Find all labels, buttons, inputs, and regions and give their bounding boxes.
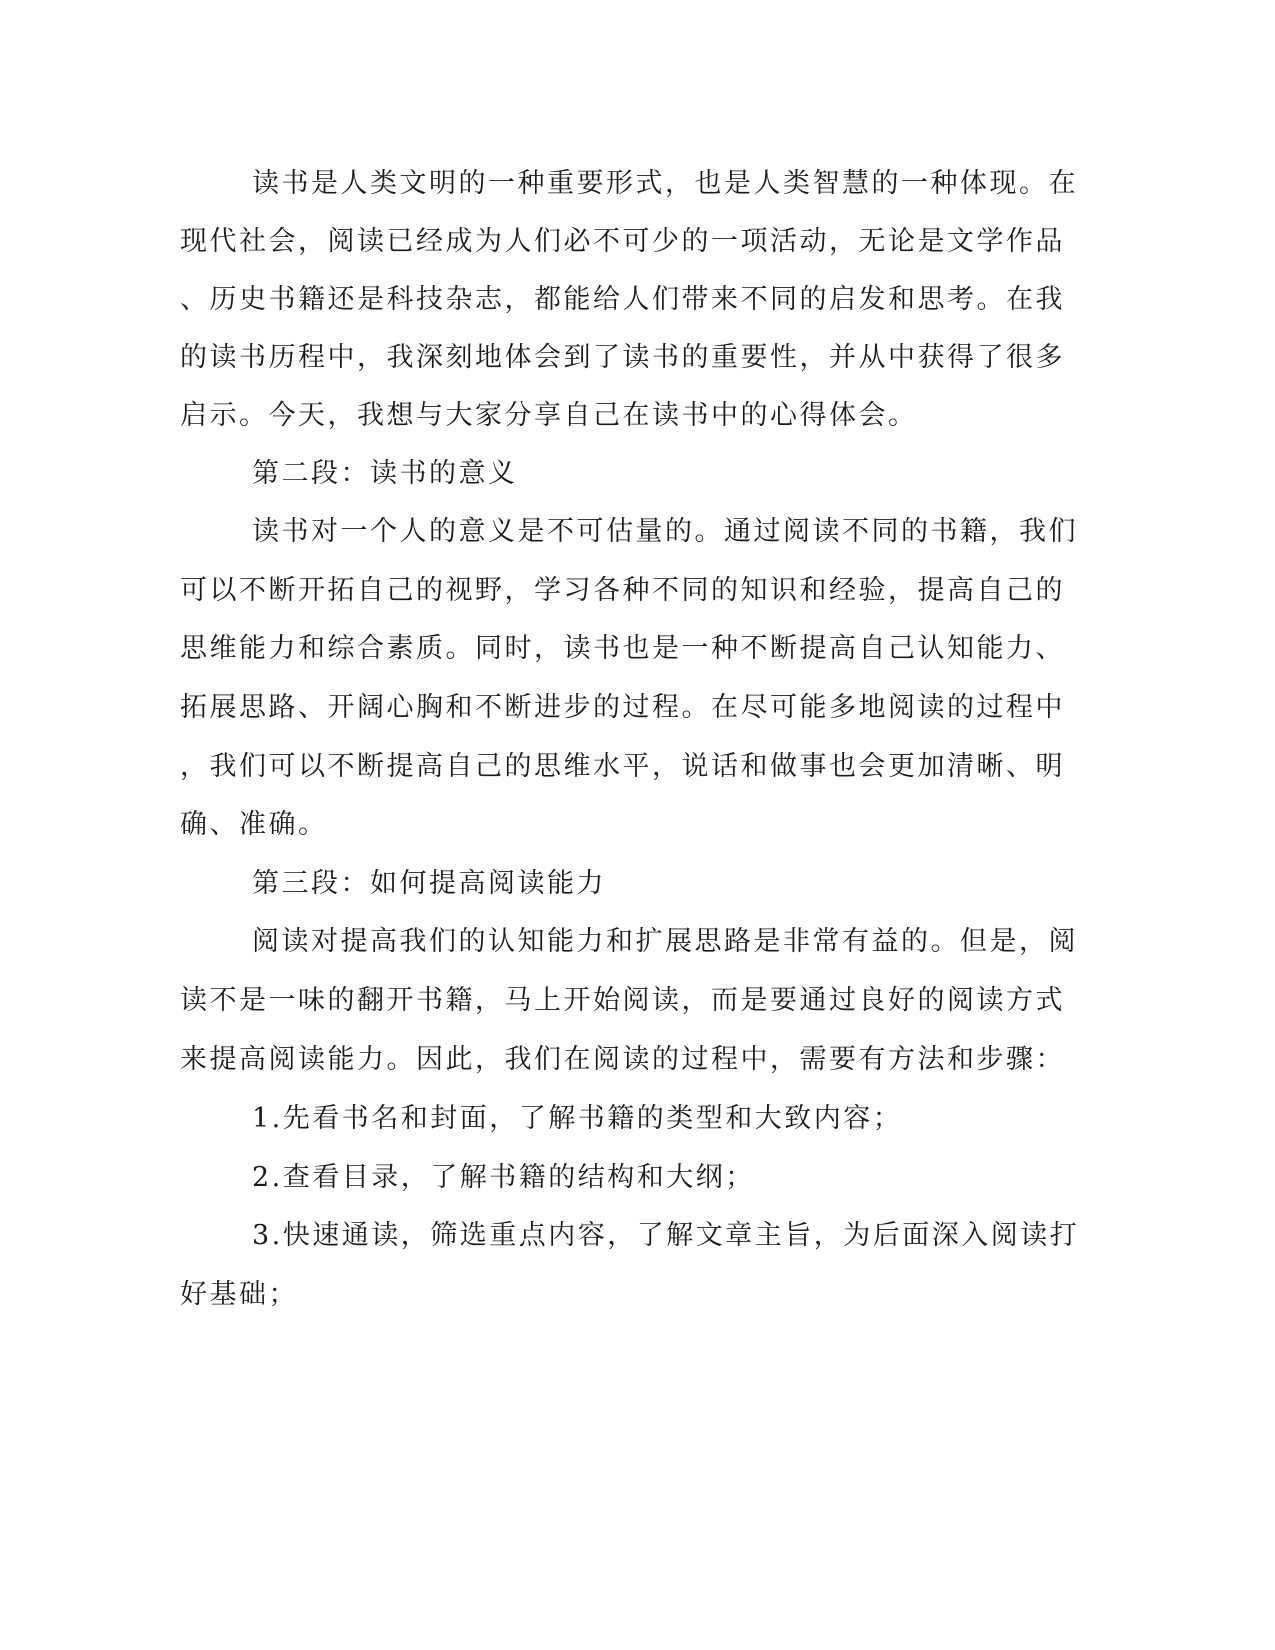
text-line: 读书对一个人的意义是不可估量的。通过阅读不同的书籍，我们 <box>252 516 1078 547</box>
text-line: 阅读对提高我们的认知能力和扩展思路是非常有益的。但是，阅 <box>252 926 1078 957</box>
text-line: 可以不断开拓自己的视野，学习各种不同的知识和经验，提高自己的 <box>180 575 1065 606</box>
list-item: 1.先看书名和封面，了解书籍的类型和大致内容； <box>252 1103 903 1134</box>
list-item: 2.查看目录，了解书籍的结构和大纲； <box>252 1162 755 1193</box>
text-line: 启示。今天，我想与大家分享自己在读书中的心得体会。 <box>180 400 918 431</box>
text-line: 确、准确。 <box>180 809 328 840</box>
text-line: ，我们可以不断提高自己的思维水平，说话和做事也会更加清晰、明 <box>180 751 1065 782</box>
section-heading: 第二段：读书的意义 <box>252 458 518 489</box>
text-line: 好基础； <box>180 1279 298 1310</box>
section-heading: 第三段：如何提高阅读能力 <box>252 868 606 899</box>
text-line: 的读书历程中，我深刻地体会到了读书的重要性，并从中获得了很多 <box>180 342 1065 373</box>
text-line: 、历史书籍还是科技杂志，都能给人们带来不同的启发和思考。在我 <box>180 284 1065 315</box>
text-line: 现代社会，阅读已经成为人们必不可少的一项活动，无论是文学作品 <box>180 226 1065 257</box>
text-line: 思维能力和综合素质。同时，读书也是一种不断提高自己认知能力、 <box>180 633 1065 664</box>
text-line: 读书是人类文明的一种重要形式，也是人类智慧的一种体现。在 <box>252 168 1078 199</box>
text-line: 读不是一味的翻开书籍，马上开始阅读，而是要通过良好的阅读方式 <box>180 985 1065 1016</box>
list-item: 3.快速通读，筛选重点内容，了解文章主旨，为后面深入阅读打 <box>252 1220 1080 1251</box>
text-line: 拓展思路、开阔心胸和不断进步的过程。在尽可能多地阅读的过程中 <box>180 692 1065 723</box>
text-line: 来提高阅读能力。因此，我们在阅读的过程中，需要有方法和步骤： <box>180 1044 1065 1075</box>
